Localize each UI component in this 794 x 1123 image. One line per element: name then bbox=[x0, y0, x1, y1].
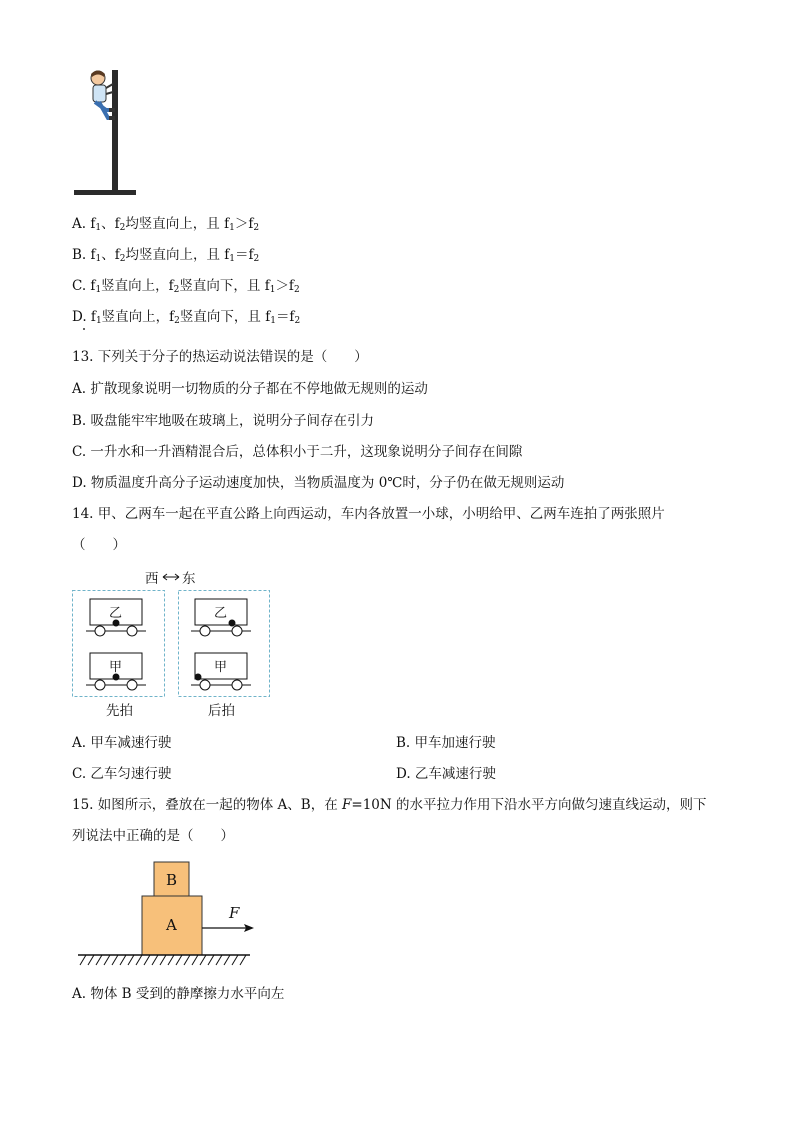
q15-stem: 15. 如图所示，叠放在一起的物体 A、B，在 F=10N 的水平拉力作用下沿水平方向做匀速直线运动，则下 bbox=[72, 797, 707, 813]
q14-option-a[interactable]: A. 甲车减速行驶 bbox=[72, 735, 172, 751]
pole-base bbox=[74, 190, 136, 195]
car-label-yi-first: 乙 bbox=[109, 606, 123, 621]
q13-option-a[interactable]: A. 扩散现象说明一切物质的分子都在不停地做无规则的运动 bbox=[72, 381, 428, 397]
car-label-jia-later: 甲 bbox=[214, 660, 228, 675]
ball bbox=[195, 674, 202, 681]
q13-stem: 13. 下列关于分子的热运动说法错误的是（ ） bbox=[72, 349, 368, 365]
climber-figure bbox=[68, 66, 140, 198]
block-a-label: A bbox=[166, 916, 177, 934]
q14-option-d[interactable]: D. 乙车减速行驶 bbox=[396, 766, 496, 782]
ball bbox=[229, 620, 236, 627]
q12-option-a[interactable]: A. $f_1$、$f_2$均竖直向上，且 $f_1>f_2$ bbox=[72, 216, 260, 233]
cars-photos-figure bbox=[72, 590, 272, 700]
car-label-yi-later: 乙 bbox=[214, 606, 228, 621]
caption-first-photo: 先拍 bbox=[106, 703, 133, 719]
q14-stem: 14. 甲、乙两车一起在平直公路上向西运动，车内各放置一小球，小明给甲、乙两车连拍了两张照片 bbox=[72, 506, 665, 522]
caption-later-photo: 后拍 bbox=[208, 703, 235, 719]
q14-stem-paren: （ ） bbox=[72, 537, 126, 553]
car-label-jia-first: 甲 bbox=[109, 660, 123, 675]
stray-mark bbox=[83, 328, 85, 330]
q12-option-c[interactable]: C. $f_1$竖直向上，$f_2$竖直向下，且 $f_1>f_2$ bbox=[72, 278, 300, 295]
q15-stem-line2: 列说法中正确的是（ ） bbox=[72, 828, 234, 844]
double-arrow-icon bbox=[161, 572, 181, 582]
q13-option-c[interactable]: C. 一升水和一升酒精混合后，总体积小于二升，这现象说明分子间存在间隙 bbox=[72, 444, 523, 460]
boy-icon bbox=[91, 71, 115, 121]
force-label: F bbox=[229, 904, 240, 922]
q12-option-d[interactable]: D. $f_1$竖直向上，$f_2$竖直向下，且 $f_1=f_2$ bbox=[72, 309, 301, 326]
q14-option-c[interactable]: C. 乙车匀速行驶 bbox=[72, 766, 172, 782]
dir-east-label: 东 bbox=[182, 571, 196, 587]
q15-option-a[interactable]: A. 物体 B 受到的静摩擦力水平向左 bbox=[72, 986, 285, 1002]
q14-option-b[interactable]: B. 甲车加速行驶 bbox=[396, 735, 496, 751]
q12-option-b[interactable]: B. $f_1$、$f_2$均竖直向上，且 $f_1=f_2$ bbox=[72, 247, 260, 264]
block-b-label: B bbox=[166, 871, 178, 889]
q13-option-b[interactable]: B. 吸盘能牢牢地吸在玻璃上，说明分子间存在引力 bbox=[72, 413, 375, 429]
pole bbox=[112, 70, 118, 192]
q13-option-d[interactable]: D. 物质温度升高分子运动速度加快，当物质温度为 0℃时，分子仍在做无规则运动 bbox=[72, 475, 565, 491]
dir-west-label: 西 bbox=[145, 571, 159, 587]
ground-hatch bbox=[80, 955, 246, 965]
